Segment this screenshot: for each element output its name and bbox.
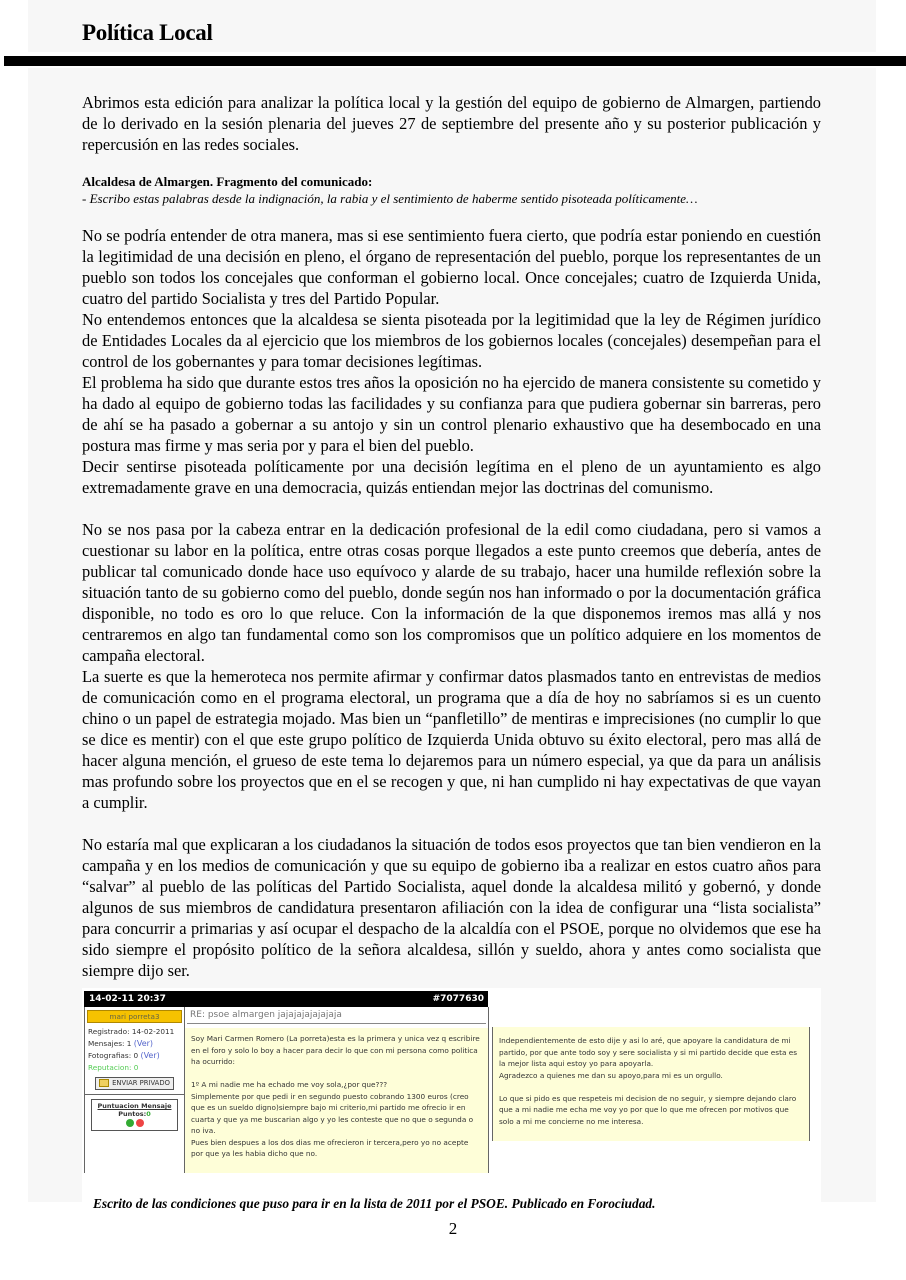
post-date: 14-02-11 20:37: [89, 994, 166, 1004]
post-header-bar: [84, 991, 488, 1007]
points-label: Puntos:: [118, 1110, 147, 1118]
post-paragraph: Lo que si pido es que respeteis mi decision de no seguir, y siempre dejando claro que a mi nadie me echa me voy yo por que lo que me ofrecen por motivos que solo a mi me concierne no me interesa.: [499, 1093, 797, 1126]
send-private-button: [95, 1077, 174, 1090]
plus-icon: [126, 1119, 134, 1127]
article-body: [82, 92, 821, 981]
divider: [85, 1094, 184, 1095]
image-caption: Escrito de las condiciones que puso para ir en la lista de 2011 por el PSOE. Publicado en Forociudad.: [93, 1196, 656, 1211]
post-body: [185, 1028, 488, 1173]
post-id: #7077630: [432, 994, 484, 1004]
view-photos-link: (Ver): [140, 1051, 160, 1060]
paragraph: No estaría mal que explicaran a los ciudadanos la situación de todos esos proyectos que tan bien vendieron en la campaña y en los medios de comunicación y que su equipo de gobierno iba a realizar en estos cuatro años para “salvar” al pueblo de las políticas del Partido Socialista, aquel donde la alcaldesa militó y gobernó, y donde algunos de sus miembros de candidatura presentaron afiliación con la idea de configurar una “lista socialista” para concurrir a primarias y así ocupar el despacho de la alcaldía con el PSOE, porque no olvidemos que ese ha sido siempre el propósito político de la señora alcaldesa, sillón y sueldo, ahora y antes como socialista que siempre dijo ser.: [82, 835, 821, 980]
minus-icon: [136, 1119, 144, 1127]
post-paragraph: 1º A mi nadie me ha echado me voy sola,¿por que??? Simplemente por que pedi ir en segundo puesto cobrando 1300 euros (creo que es un sueldo digno)siempre bajo mi criterio,mi partido me ofrecio ir en cuarta y que ya me buscarian algo y yo les conteste que no que o segunda o no iva. Pues bien despues a los dos dias me ofrecieron ir tercera,pero yo no acepte por que ya les habia dicho que no.: [191, 1080, 474, 1158]
page-title: Política Local: [82, 20, 213, 45]
reputation: Reputacion: 0: [88, 1063, 139, 1072]
points-value: 0: [146, 1110, 151, 1118]
paragraph: No entendemos entonces que la alcaldesa se sienta pisoteada por la legitimidad que la ley de Régimen jurídico de Entidades Locales da al ejercicio que los miembros de los gobiernos locales (concejales) desempeñan para el control de los gobernantes y para tomar decisiones legítimas.: [82, 310, 821, 371]
page-number: 2: [448, 1219, 458, 1238]
header-divider: [4, 56, 906, 66]
send-private-label: ENVIAR PRIVADO: [112, 1079, 170, 1087]
score-box: [91, 1099, 178, 1131]
post-subject: RE: psoe almargen jajajajajajajaja: [187, 1008, 486, 1024]
paragraph: La suerte es que la hemeroteca nos permite afirmar y confirmar datos plasmados tanto en entrevistas de medios de comunicación como en el programa electoral, un programa que a día de hoy no sabríamos si es un cuento chino o un papel de estrategia mojado. Mas bien un “panfletillo” de mentiras e imprecisiones (no cumplir lo que se dice es mentir) con el que este grupo político de Izquierda Unida obtuvo su éxito electoral, pero mas allá de hacer alguna mención, el grueso de este tema lo dejaremos para un número especial, ya que da para un análisis mas profundo sobre los proyectos que en el se recogen y que, ni han cumplido ni hay expectativas de que vayan a cumplir.: [82, 667, 821, 812]
envelope-icon: [99, 1079, 109, 1087]
messages-count: Mensajes: 1: [88, 1039, 132, 1048]
post-paragraph: Independientemente de esto dije y asi lo aré, que apoyare la candidatura de mi partido, por que ante todo soy y sere socialista y si mi partido decide que esta es la mejor lista aqui estoy yo para apoyarla. Agradezco a quienes me dan su apoyo,para mi es un orgullo.: [499, 1036, 798, 1080]
intro-paragraph: Abrimos esta edición para analizar la política local y la gestión del equipo de gobierno de Almargen, partiendo de lo derivado en la sesión plenaria del jueves 27 de septiembre del presente año y su posterior publicación y repercusión en las redes sociales.: [82, 93, 821, 154]
username: mari porreta3: [87, 1010, 182, 1023]
score-title: Puntuacion Mensaje: [97, 1102, 172, 1110]
post-panel: [185, 1007, 489, 1173]
post-paragraph: Soy Mari Carmen Romero (La porreta)esta es la primera y unica vez q escribire en el foro y solo lo boy a hacer para decir lo que con mi persona como politica ha ocurrido:: [191, 1034, 480, 1066]
registered-date: Registrado: 14-02-2011: [88, 1027, 175, 1036]
paragraph: No se podría entender de otra manera, mas si ese sentimiento fuera cierto, que podría estar poniendo en cuestión la legitimidad de una decisión en pleno, el órgano de representación del pueblo, porque los representantes de un pueblo son todos los concejales que conforman el gobierno local. Once concejales; cuatro de Izquierda Unida, cuatro del partido Socialista y tres del Partido Popular.: [82, 226, 821, 308]
user-panel: [84, 1007, 185, 1173]
quote-heading: Alcaldesa de Almargen. Fragmento del comunicado:: [82, 174, 373, 189]
paragraph: Decir sentirse pisoteada políticamente por una decisión legítima en el pleno de un ayuntamiento es algo extremadamente grave en una democracia, quizás entiendan mejor las doctrinas del comunismo.: [82, 457, 821, 497]
photos-count: Fotografias: 0: [88, 1051, 139, 1060]
view-messages-link: (Ver): [133, 1039, 154, 1048]
quote-text: - Escribo estas palabras desde la indignación, la rabia y el sentimiento de haberme sentido pisoteada políticamente…: [82, 191, 698, 206]
post-continuation: [492, 1027, 810, 1141]
paragraph: No se nos pasa por la cabeza entrar en la dedicación profesional de la edil como ciudadana, pero si vamos a cuestionar su labor en la política, entre otras cosas porque llegados a este punto creemos que debería, antes de publicar tal comunicado donde hace uso equívoco y alarde de su trabajo, hacer una humilde reflexión sobre la situación tanto de su gobierno como del pueblo, donde según nos han informado o por la documentación gráfica disponible, no todo es oro lo que reluce. Con la información de la que disponemos iremos mas allá y nos centraremos en algo tan fundamental como son los compromisos que un político adquiere en los momentos de campaña electoral.: [82, 520, 821, 665]
forum-screenshot: [82, 988, 821, 1202]
paragraph: El problema ha sido que durante estos tres años la oposición no ha ejercido de manera consistente su cometido y ha dado al equipo de gobierno todas las facilidades y su confianza para que pudiera gobernar sin barreras, pero de ahí se ha pasado a gobernar a su antojo y sin un control plenario exhaustivo que ha desembocado en una postura mas firme y mas seria por y para el bien del pueblo.: [82, 373, 821, 455]
